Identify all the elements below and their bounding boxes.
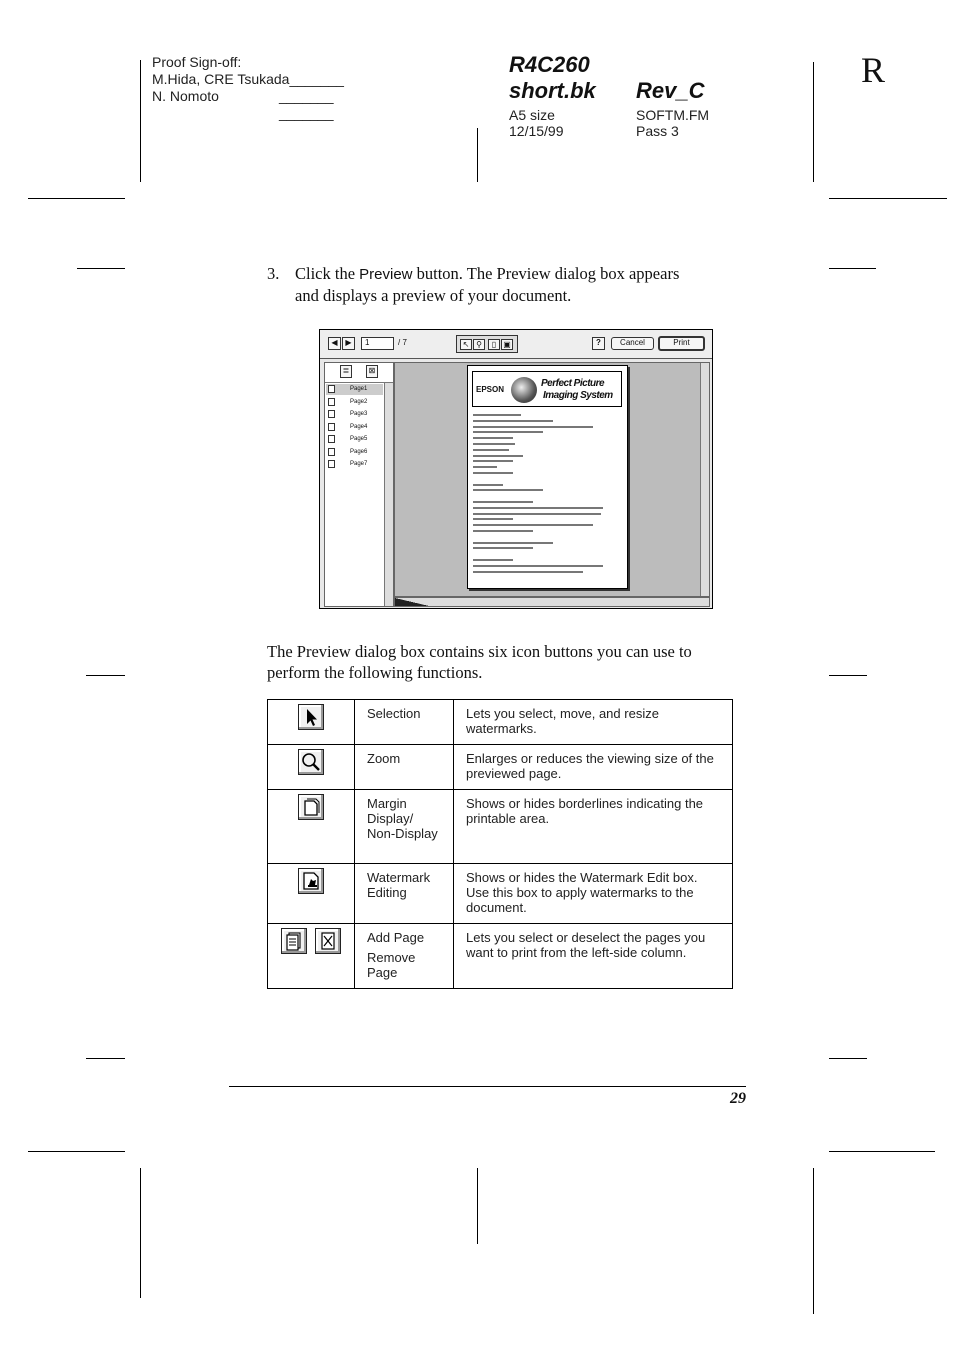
text-line-placeholder [473,449,509,451]
function-description: Shows or hides the Watermark Edit box. Use this box to apply watermarks to the document. [454,864,733,924]
function-name: Selection [355,700,454,745]
proof-signoff-block [152,54,372,122]
cancel-button[interactable]: Cancel [611,337,654,350]
text-line-placeholder [473,507,603,509]
photo-sphere-icon [511,377,537,403]
signoff-blank: _______ [279,88,334,104]
crop-line [140,60,141,182]
page-icon [328,448,335,456]
step-text-after: button. The Preview dialog box appears [416,264,680,283]
step-text-before: Click the [295,264,356,283]
revision: Rev_C [636,78,705,103]
next-page-button[interactable]: ▶ [342,337,355,350]
text-line-placeholder [473,524,593,526]
signoff-blank-line [152,105,372,122]
preview-vertical-scrollbar[interactable] [700,363,709,596]
text-line-placeholder [473,542,553,544]
sidebar-page-item[interactable] [328,460,367,468]
function-name [355,924,454,989]
crop-line [140,1168,141,1298]
page-label: Page7 [350,461,368,467]
crop-line [829,1151,935,1152]
zoom-slider-icon[interactable] [395,598,429,606]
icon-cell [268,790,355,864]
tool-buttons-group [456,335,518,353]
table-row [268,700,733,745]
selection-arrow-icon [298,704,324,730]
crop-line [86,675,125,676]
watermark-tool-mini[interactable]: ▣ [501,339,513,350]
page-label: Page1 [350,386,368,392]
sidebar-scrollbar[interactable] [384,383,393,606]
table-row [268,790,733,864]
page-icon [328,423,335,431]
page-total: / 7 [398,338,407,347]
icon-function-table [267,699,733,989]
page-icon [328,460,335,468]
page-label: Page6 [350,448,368,455]
page-number-field[interactable]: 1 [361,337,394,350]
table-row [268,745,733,790]
text-line-placeholder [473,420,553,422]
step-text [295,263,745,306]
intro-line-1: The Preview dialog box contains six icon buttons you can use to [267,642,692,661]
text-line-placeholder [473,501,533,503]
remove-page-label: Remove Page [367,950,416,980]
preview-button-name: Preview [359,266,413,283]
crop-line [829,1058,867,1059]
sidebar-page-item[interactable] [328,398,367,406]
page-icon [328,410,335,418]
crop-line [829,675,867,676]
page-label: Page3 [350,411,368,417]
remove-page-mini[interactable]: ⊠ [366,365,378,378]
icon-cell [268,700,355,745]
text-line-placeholder [473,431,543,433]
function-name: Zoom [355,745,454,790]
help-button[interactable]: ? [592,337,605,350]
crop-line [829,268,876,269]
page-label: Page2 [350,398,368,405]
preview-horizontal-scrollbar[interactable] [394,597,710,607]
icon-cell [268,864,355,924]
page-list-sidebar [324,362,394,607]
zoom-tool-mini[interactable]: ⚲ [473,339,485,350]
page-size: A5 size [509,107,555,123]
sidebar-page-item[interactable] [328,410,367,418]
function-description: Lets you select or deselect the pages you want to print from the left-side column. [454,924,733,989]
sidebar-divider [325,382,393,383]
text-line-placeholder [473,530,533,532]
signoff-line-tsukada: M.Hida, CRE Tsukada_______ [152,71,344,87]
remove-page-icon [315,928,341,954]
function-name: Watermark Editing [355,864,454,924]
nomoto-name: N. Nomoto [152,88,219,104]
table-row [268,864,733,924]
proof-pass: Pass 3 [636,123,679,139]
text-line-placeholder [473,571,583,573]
margin-tool-mini[interactable]: ▯ [488,339,500,350]
crop-line [477,1168,478,1244]
step-line-2: and displays a preview of your document. [295,286,572,305]
selection-tool-mini[interactable]: ↖ [460,339,472,350]
crop-line [477,128,478,182]
crop-line [813,1168,814,1314]
margin-icon [298,794,324,820]
text-line-placeholder [473,489,543,491]
text-line-placeholder [473,437,513,439]
text-line-placeholder [473,565,603,567]
add-page-label: Add Page [367,930,425,945]
function-description: Lets you select, move, and resize watermarks. [454,700,733,745]
corner-letter: R [861,50,886,90]
text-line-placeholder [473,513,601,515]
text-line-placeholder [473,426,593,428]
crop-line [28,198,125,199]
epson-brand: EPSON [476,385,505,394]
text-line-placeholder [473,443,515,445]
preview-dialog-screenshot [319,329,713,609]
page-icon [328,435,335,443]
sidebar-page-item[interactable] [328,448,367,456]
icon-cell [268,745,355,790]
intro-line-2: perform the following functions. [267,663,483,682]
logo-line-2: Imaging System [543,390,613,401]
preview-area [394,362,710,597]
sidebar-page-item[interactable] [328,385,367,393]
print-button[interactable]: Print [658,336,705,351]
add-page-icon [281,928,307,954]
crop-line [813,62,814,182]
page-label: Page5 [350,436,368,442]
text-line-placeholder [473,547,533,549]
page-icon [328,398,335,406]
prev-page-button[interactable]: ◀ [328,337,341,350]
logo-line-1: Perfect Picture [541,378,605,389]
text-line-placeholder [473,460,513,462]
proof-signoff-label: Proof Sign-off: [152,54,242,70]
signoff-line-nomoto [152,88,372,105]
icon-cell [268,924,355,989]
crop-line [28,1151,125,1152]
text-line-placeholder [473,466,497,468]
text-line-placeholder [473,455,523,457]
previewed-page [467,365,628,589]
page-number: 29 [730,1090,746,1107]
footer-rule [229,1086,746,1087]
watermark-icon [298,868,324,894]
dialog-toolbar [320,330,712,359]
step-line-1 [295,263,745,285]
doc-code: R4C260 [509,52,590,77]
crop-line [829,198,947,199]
zoom-icon [298,749,324,775]
text-line-placeholder [473,484,503,486]
crop-line [86,1058,125,1059]
book-name: short.bk [509,78,596,103]
table-row [268,924,733,989]
crop-line [77,268,125,269]
logo-box [472,371,622,407]
page-icon [328,385,335,393]
source-file: SOFTM.FM [636,107,710,123]
function-name: Margin Display/ Non-Display [355,790,454,864]
sidebar-page-item[interactable] [328,435,367,443]
function-description: Enlarges or reduces the viewing size of the previewed page. [454,745,733,790]
function-description: Shows or hides borderlines indicating the printable area. [454,790,733,864]
sidebar-page-item[interactable] [328,423,367,431]
intro-paragraph [267,641,747,683]
text-line-placeholder [473,559,513,561]
print-date: 12/15/99 [509,123,564,139]
text-line-placeholder [473,472,513,474]
add-page-mini[interactable]: ≣ [340,365,352,378]
page-label: Page4 [350,423,368,430]
step-number: 3. [267,264,280,283]
text-line-placeholder [473,518,513,520]
signoff-blank: _______ [279,105,334,121]
text-line-placeholder [473,414,521,416]
